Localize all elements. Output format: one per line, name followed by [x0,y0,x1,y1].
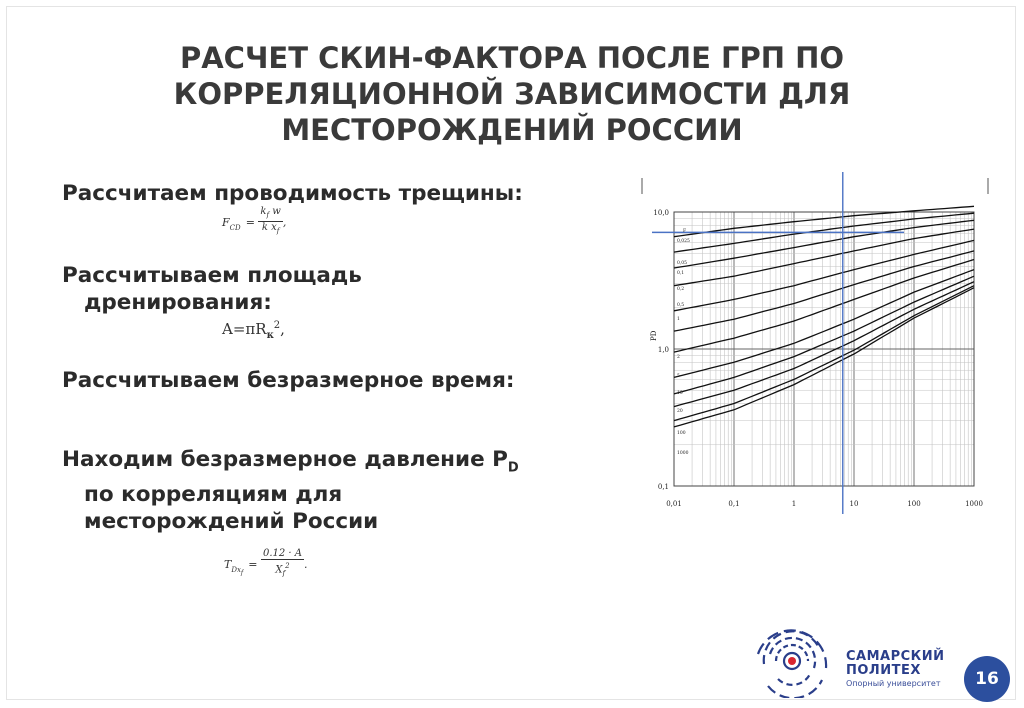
x-tick-label: 1000 [965,500,983,508]
x-tick-label: 10 [849,500,859,508]
curve-label: 20 [677,409,683,414]
bullet-fracture-conductivity [62,180,523,207]
title-line-1: РАСЧЕТ СКИН-ФАКТОРА ПОСЛЕ ГРП ПО [179,41,845,75]
logo-text: САМАРСКИЙ ПОЛИТЕХ Опорный университет [846,649,945,688]
y-tick-label: 10,0 [653,209,669,217]
formula-area: $A=\pi R_к^2$, [222,320,285,341]
formula-fraction: $\frac{0.12 \cdot A}{X_f^2}$ [262,548,302,578]
bullet-dimensionless-pressure: Находим безразмерное давление $P_D$ по корреляциям для месторождений России [62,447,519,535]
curve-label: 2 [677,355,680,360]
curve-label: 10 [677,391,683,396]
title-line-2: КОРРЕЛЯЦИОННОЙ ЗАВИСИМОСТИ ДЛЯ [173,77,851,111]
curve-0-1 [674,220,974,268]
curve-label: F [683,229,687,234]
curve-label: 100 [677,431,686,436]
y-tick-label: 0,1 [657,483,669,491]
curve-label: 5 [677,374,680,379]
bullet-text: Рассчитаем проводимость трещины: [62,181,523,206]
curve-label: 0,5 [677,303,685,308]
formula-fcd: $F_{CD}$ = $\frac{k_f w}{k x_f}$ , [222,206,287,235]
x-tick-label: 1 [791,500,797,508]
curve-5 [674,270,974,378]
curve-label: 1 [677,317,680,322]
pd-correlation-chart [632,172,994,520]
curve-label: 0,2 [677,287,685,292]
curve-label: 1000 [677,451,689,456]
curve-label: 0,1 [677,271,685,276]
x-tick-label: 0,01 [666,500,682,508]
page-number-badge: 16 [964,656,1010,702]
bullet-dimensionless-time: Рассчитываем безразмерное время: [62,368,515,393]
y-axis-label: PD [650,330,658,341]
title-line-3: МЕСТОРОЖДЕНИЙ РОССИИ [281,113,743,147]
y-tick-label: 1,0 [657,346,669,354]
curve-0-5 [674,240,974,310]
curve-label: 0,05 [677,261,688,266]
formula-fraction: $\frac{k_f w}{k x_f}$ [260,206,281,235]
bullet-drainage-area: Рассчитываем площадь дренирования: [62,263,362,315]
curve-label: 0,025 [677,239,690,244]
curve-1 [674,251,974,331]
slide-title [150,40,874,148]
curve-2 [674,260,974,353]
chart-svg [632,172,994,520]
x-tick-label: 100 [907,500,921,508]
x-tick-label: 0,1 [728,500,740,508]
curve-100 [674,286,974,421]
formula-time: $T_{Dx_f}$ = $\frac{0.12 \cdot A}{X_f^2}$ . [224,548,308,578]
